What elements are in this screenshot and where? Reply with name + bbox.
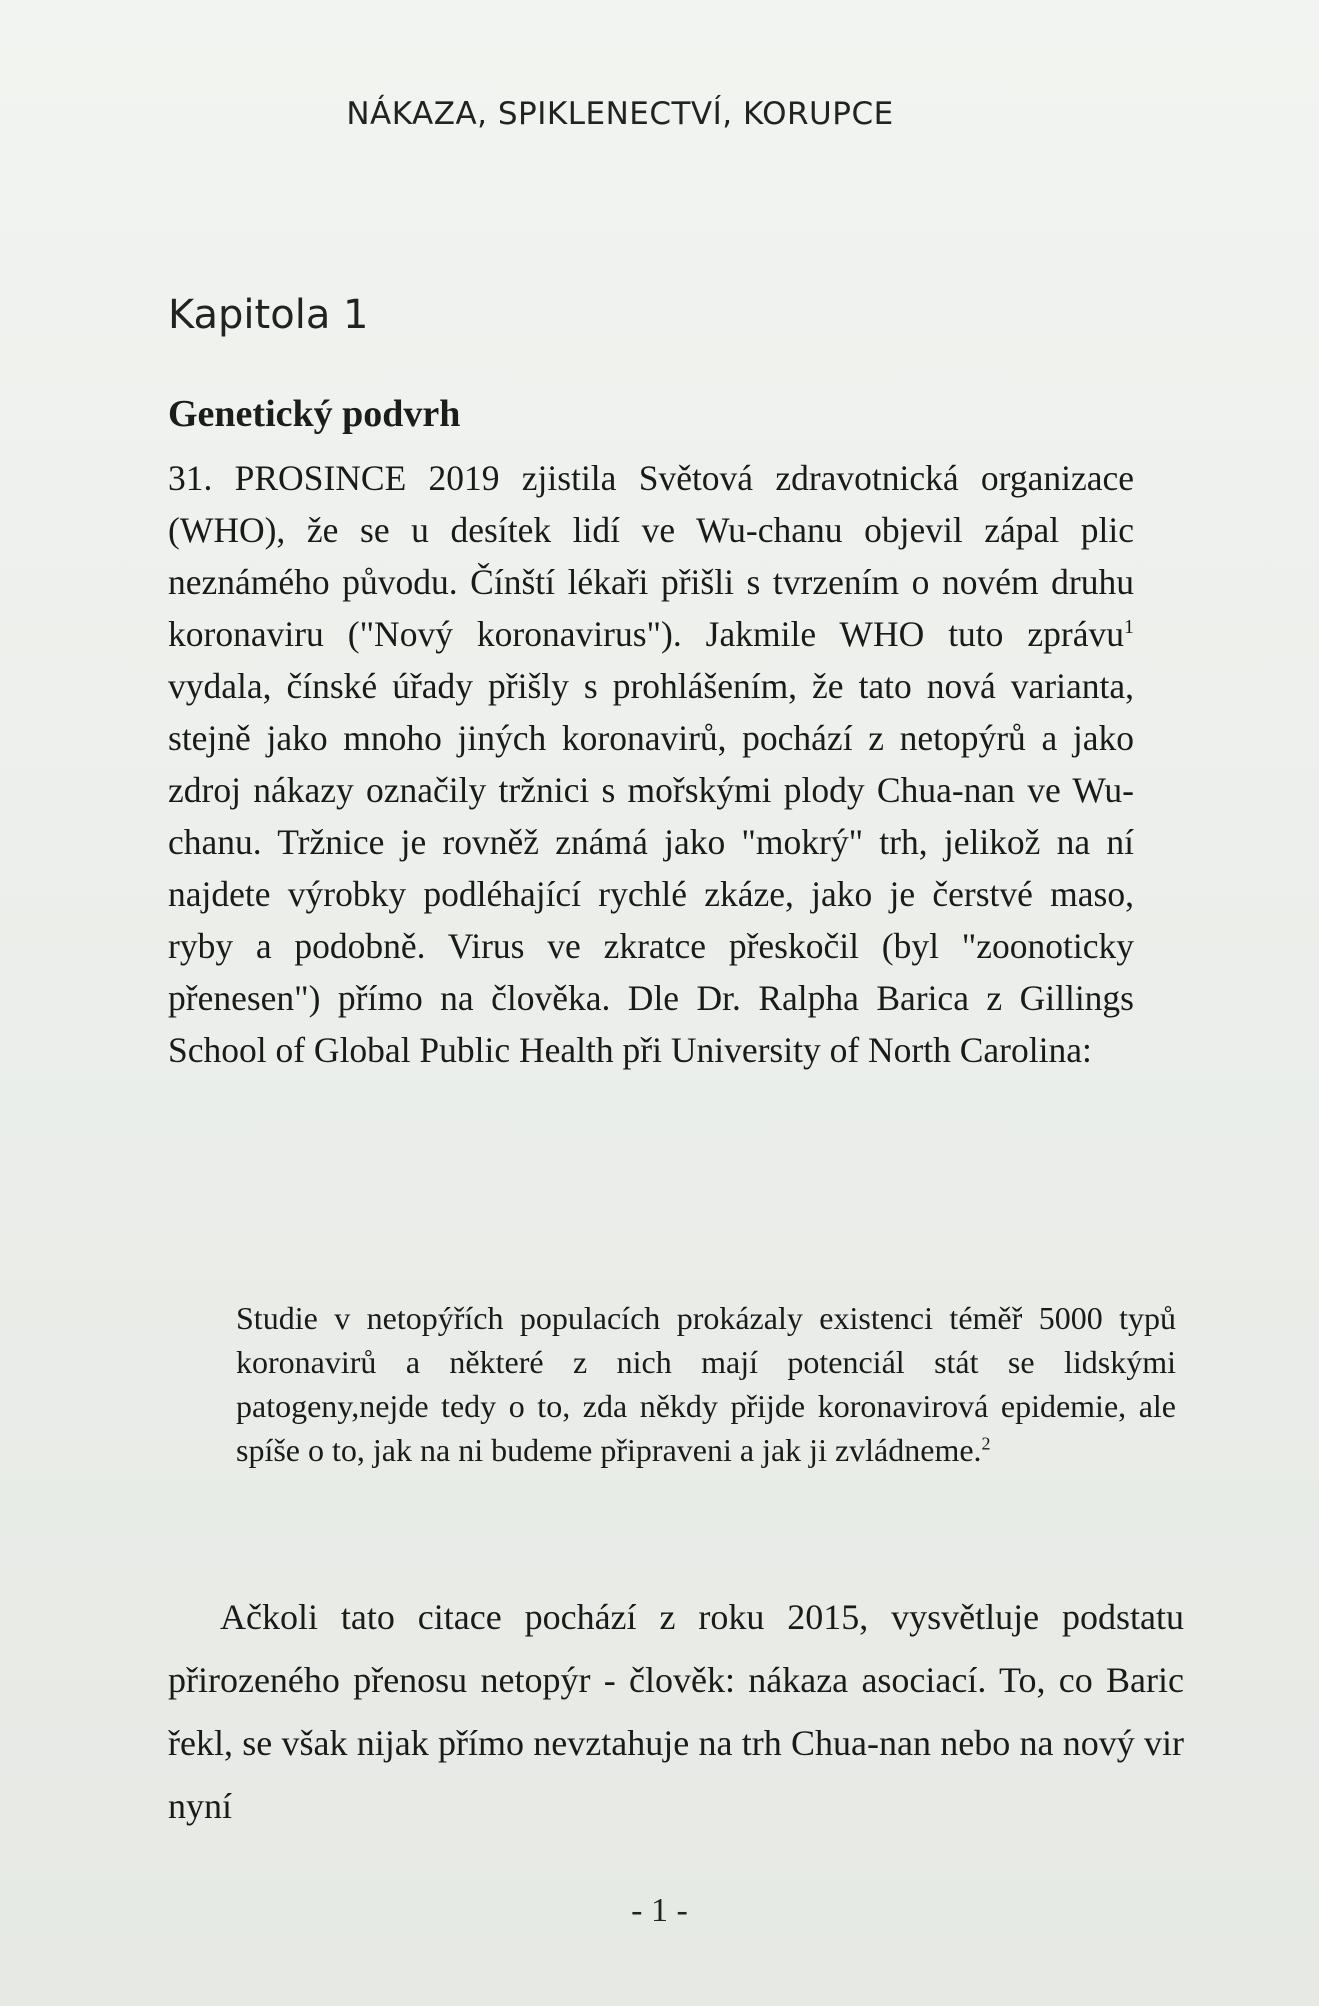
paragraph-2: Ačkoli tato citace pochází z roku 2015, vysvětluje podstatu přirozeného přenosu netopýr - člověk: nákaza asociací. To, co Baric řekl, se však nijak přímo nevztahuje na trh Chua-nan nebo na nový vir nyní <box>168 1597 1184 1826</box>
section-title: Genetický podvrh <box>168 393 461 435</box>
paragraph-1-text-a: 31. PROSINCE 2019 zjistila Světová zdravotnická organizace (WHO), že se u desítek lidí ve Wu-chanu objevil zápal plic neznámého původu. Čínští lékaři přišli s tvrzením o novém druhu koronaviru ("Nový koronavirus"). Jakmile WHO tuto zprávu <box>168 458 1134 654</box>
block-quote-text: Studie v netopýřích populacích prokázaly existenci téměř 5000 typů koronavirů a některé z nich mají potenciál stát se lidskými patogeny,nejde tedy o to, zda někdy přijde koronavirová epidemie, ale spíše o to, jak na ni budeme připraveni a jak ji zvládneme. <box>236 1300 1176 1468</box>
block-quote <box>236 1296 1176 1472</box>
page-number: - 1 - <box>631 1892 688 1929</box>
footnote-marker-2: 2 <box>981 1433 991 1454</box>
paragraph-1 <box>168 452 1134 1076</box>
chapter-label: Kapitola 1 <box>168 292 369 338</box>
footnote-marker-1: 1 <box>1124 616 1134 639</box>
running-head: NÁKAZA, SPIKLENECTVÍ, KORUPCE <box>346 96 894 132</box>
paragraph-1-text-b: vydala, čínské úřady přišly s prohlášením, že tato nová varianta, stejně jako mnoho jiných koronavirů, pochází z netopýrů a jako zdroj nákazy označily tržnici s mořskými plody Chua-nan ve Wu-chanu. Tržnice je rovněž známá jako "mokrý" trh, jelikož na ní najdete výrobky podléhající rychlé zkáze, jako je čerstvé maso, ryby a podobně. Virus ve zkratce přeskočil (byl "zoonoticky přenesen") přímo na člověka. Dle Dr. Ralpha Barica z Gillings School of Global Public Health při University of North Carolina: <box>168 666 1134 1070</box>
